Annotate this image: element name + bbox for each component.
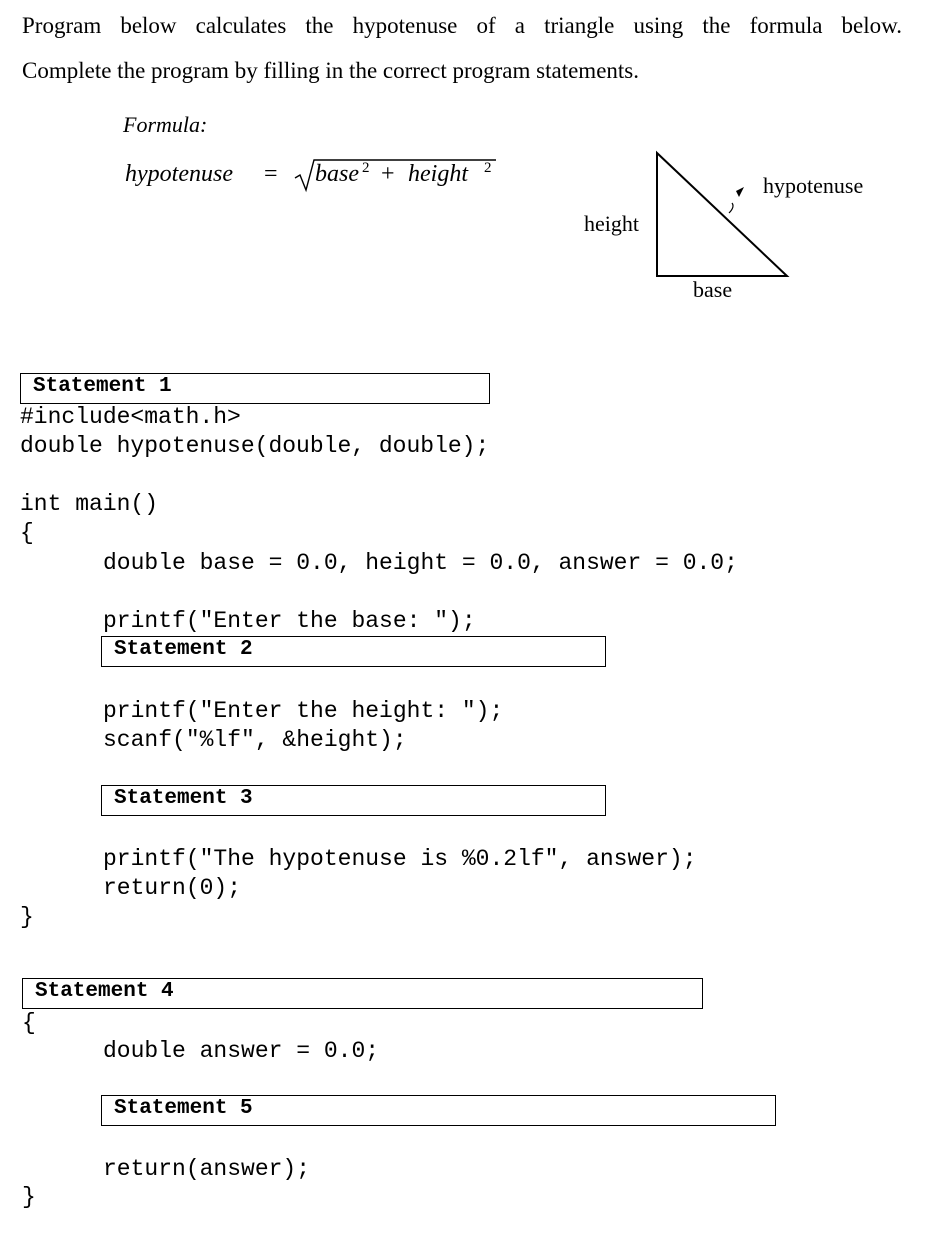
statement-4-label: Statement 4 xyxy=(35,980,174,1003)
statement-3-label: Statement 3 xyxy=(114,787,253,810)
code-include: #include<math.h> xyxy=(20,404,241,430)
diagram-base-label: base xyxy=(693,277,733,302)
formula-rad-base: base xyxy=(315,161,359,187)
statement-5-box[interactable] xyxy=(101,1095,776,1126)
statement-4-box[interactable] xyxy=(22,978,703,1009)
hypotenuse-arrow-icon xyxy=(729,203,733,213)
formula-equals: = xyxy=(264,161,278,187)
statement-5-label: Statement 5 xyxy=(114,1097,253,1120)
formula-lhs: hypotenuse xyxy=(125,161,233,187)
statement-1-box[interactable] xyxy=(20,373,490,404)
formula-exponent-1: 2 xyxy=(362,160,370,176)
code-declaration: double base = 0.0, height = 0.0, answer = 0.0; xyxy=(103,550,738,576)
code-main-signature: int main() xyxy=(20,491,159,517)
triangle-diagram xyxy=(640,145,800,285)
code-fn-declaration: double answer = 0.0; xyxy=(103,1038,380,1064)
formula-rad-height: height xyxy=(408,161,468,187)
statement-3-box[interactable] xyxy=(101,785,606,816)
code-printf-base: printf("Enter the base: "); xyxy=(103,608,476,634)
formula-label: Formula: xyxy=(123,112,208,137)
code-prototype: double hypotenuse(double, double); xyxy=(20,433,490,459)
triangle-shape xyxy=(657,153,787,276)
statement-2-box[interactable] xyxy=(101,636,606,667)
code-return-main: return(0); xyxy=(103,875,242,901)
code-main-close-brace: } xyxy=(20,904,34,930)
code-main-open-brace: { xyxy=(20,520,34,546)
statement-2-label: Statement 2 xyxy=(114,638,253,661)
diagram-height-label: height xyxy=(584,211,639,236)
code-scanf-height: scanf("%lf", &height); xyxy=(103,727,407,753)
code-fn-open-brace: { xyxy=(22,1010,36,1036)
formula-plus: + xyxy=(381,161,395,187)
formula-exponent-2: 2 xyxy=(484,160,492,176)
diagram-hypotenuse-label: hypotenuse xyxy=(763,173,864,198)
intro-line-1: Program below calculates the hypotenuse of a triangle using the formula below. xyxy=(22,13,902,38)
intro-line-2: Complete the program by filling in the correct program statements. xyxy=(22,58,639,83)
code-printf-result: printf("The hypotenuse is %0.2lf", answer); xyxy=(103,846,697,872)
code-printf-height: printf("Enter the height: "); xyxy=(103,698,504,724)
hypotenuse-arrowhead-icon xyxy=(736,187,744,197)
statement-1-label: Statement 1 xyxy=(33,375,172,398)
code-return-fn: return(answer); xyxy=(103,1156,311,1182)
code-fn-close-brace: } xyxy=(22,1184,36,1210)
